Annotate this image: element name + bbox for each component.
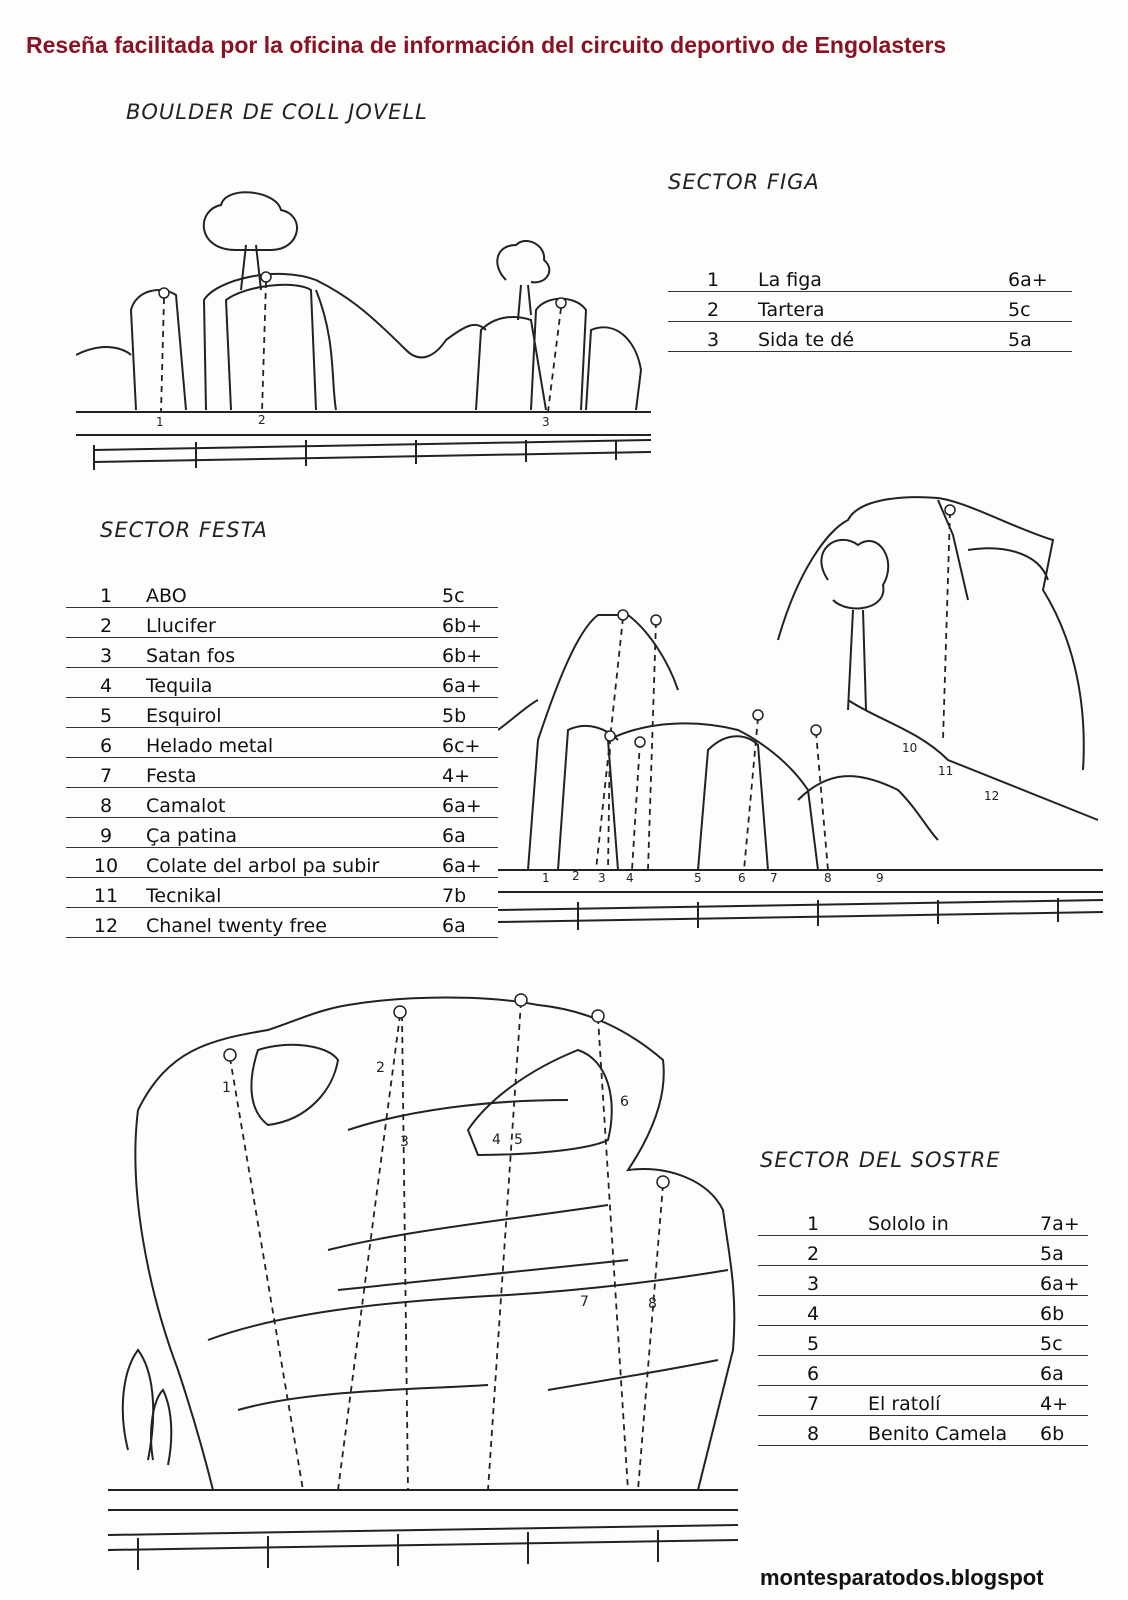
route-number: 2	[668, 292, 758, 322]
route-name: Tartera	[758, 292, 1008, 322]
sector-sostre-drawing	[108, 990, 748, 1590]
route-name: El ratolí	[868, 1386, 1040, 1416]
route-row	[66, 668, 498, 698]
route-grade: 6a	[442, 818, 498, 848]
route-name: Chanel twenty free	[146, 908, 442, 938]
route-row	[66, 908, 498, 938]
sostre-label: 5	[514, 1132, 523, 1148]
route-grade: 6a+	[442, 788, 498, 818]
route-name: Sida te dé	[758, 322, 1008, 352]
route-number: 5	[66, 698, 146, 728]
route-grade: 5c	[1040, 1326, 1088, 1356]
festa-label: 2	[572, 869, 580, 883]
route-number: 10	[66, 848, 146, 878]
route-name: ABO	[146, 578, 442, 608]
route-row	[66, 638, 498, 668]
festa-label: 12	[984, 789, 1000, 803]
route-grade: 6a+	[1008, 262, 1072, 292]
route-grade: 6a+	[442, 668, 498, 698]
route-row	[758, 1356, 1088, 1386]
route-grade: 6b+	[442, 608, 498, 638]
route-number: 9	[66, 818, 146, 848]
route-grade: 5a	[1008, 322, 1072, 352]
route-grade: 6a+	[1040, 1266, 1088, 1296]
route-number: 6	[758, 1356, 868, 1386]
route-name	[868, 1326, 1040, 1356]
sostre-label: 4	[492, 1132, 501, 1148]
route-row	[66, 698, 498, 728]
route-row	[66, 878, 498, 908]
route-grade: 4+	[442, 758, 498, 788]
route-name: Llucifer	[146, 608, 442, 638]
route-name: Helado metal	[146, 728, 442, 758]
route-number: 2	[758, 1236, 868, 1266]
festa-label: 6	[738, 871, 746, 885]
route-number: 4	[66, 668, 146, 698]
route-name: La figa	[758, 262, 1008, 292]
route-name: Colate del arbol pa subir	[146, 848, 442, 878]
route-number: 3	[66, 638, 146, 668]
sostre-label: 1	[222, 1080, 231, 1096]
route-row	[66, 848, 498, 878]
route-number: 7	[66, 758, 146, 788]
sector-sostre-title: SECTOR DEL SOSTRE	[760, 1148, 1001, 1172]
route-row	[758, 1206, 1088, 1236]
route-grade: 6a	[442, 908, 498, 938]
figa-label: 2	[258, 413, 266, 427]
page-header: Reseña facilitada por la oficina de información del circuito deportivo de Engolasters	[26, 32, 947, 58]
route-name: Ça patina	[146, 818, 442, 848]
route-number: 8	[66, 788, 146, 818]
route-number: 1	[758, 1206, 868, 1236]
route-name: Tecnikal	[146, 878, 442, 908]
route-row	[668, 292, 1072, 322]
sector-festa-title: SECTOR FESTA	[100, 518, 268, 542]
festa-label: 9	[876, 871, 884, 885]
route-name	[868, 1296, 1040, 1326]
route-row	[758, 1386, 1088, 1416]
route-name	[868, 1266, 1040, 1296]
boulder-title: BOULDER DE COLL JOVELL	[126, 100, 428, 124]
festa-label: 11	[938, 764, 954, 778]
route-grade: 6a	[1040, 1356, 1088, 1386]
festa-label: 4	[626, 871, 634, 885]
route-row	[758, 1326, 1088, 1356]
route-grade: 4+	[1040, 1386, 1088, 1416]
route-row	[66, 728, 498, 758]
route-row	[66, 788, 498, 818]
route-number: 12	[66, 908, 146, 938]
route-grade: 6a+	[442, 848, 498, 878]
route-number: 3	[758, 1266, 868, 1296]
sector-festa-table	[66, 578, 498, 938]
route-number: 11	[66, 878, 146, 908]
route-grade: 5a	[1040, 1236, 1088, 1266]
figa-label: 1	[156, 415, 164, 429]
route-number: 8	[758, 1416, 868, 1446]
route-row	[66, 818, 498, 848]
route-grade: 6c+	[442, 728, 498, 758]
festa-label: 8	[824, 871, 832, 885]
route-number: 1	[668, 262, 758, 292]
route-number: 3	[668, 322, 758, 352]
route-row	[66, 758, 498, 788]
sostre-label: 7	[580, 1294, 589, 1310]
route-name: Esquirol	[146, 698, 442, 728]
route-grade: 7b	[442, 878, 498, 908]
route-name: Camalot	[146, 788, 442, 818]
route-name: Benito Camela	[868, 1416, 1040, 1446]
sostre-label: 6	[620, 1094, 629, 1110]
route-row	[758, 1266, 1088, 1296]
route-row	[66, 578, 498, 608]
route-number: 6	[66, 728, 146, 758]
sector-figa-table	[668, 262, 1072, 352]
route-row	[668, 322, 1072, 352]
sector-figa-drawing	[76, 190, 656, 500]
festa-label: 10	[902, 741, 918, 755]
sostre-label: 3	[400, 1134, 409, 1150]
route-number: 7	[758, 1386, 868, 1416]
festa-label: 7	[770, 871, 778, 885]
route-number: 2	[66, 608, 146, 638]
festa-label: 1	[542, 871, 550, 885]
sostre-label: 8	[648, 1296, 657, 1312]
route-grade: 5b	[442, 698, 498, 728]
festa-label: 3	[598, 871, 606, 885]
route-row	[758, 1416, 1088, 1446]
route-row	[758, 1236, 1088, 1266]
route-row	[66, 608, 498, 638]
route-name	[868, 1236, 1040, 1266]
route-name	[868, 1356, 1040, 1386]
festa-label: 5	[694, 871, 702, 885]
route-number: 4	[758, 1296, 868, 1326]
route-number: 5	[758, 1326, 868, 1356]
route-row	[668, 262, 1072, 292]
route-grade: 5c	[1008, 292, 1072, 322]
route-row	[758, 1296, 1088, 1326]
route-name: Sololo in	[868, 1206, 1040, 1236]
sector-sostre-table	[758, 1206, 1088, 1446]
sector-festa-drawing	[498, 490, 1106, 950]
route-grade: 7a+	[1040, 1206, 1088, 1236]
route-grade: 6b	[1040, 1416, 1088, 1446]
sostre-label: 2	[376, 1060, 385, 1076]
route-grade: 6b	[1040, 1296, 1088, 1326]
sector-figa-title: SECTOR FIGA	[668, 170, 820, 194]
route-name: Tequila	[146, 668, 442, 698]
route-grade: 6b+	[442, 638, 498, 668]
footer-blog-url: montesparatodos.blogspot	[760, 1565, 1044, 1590]
route-number: 1	[66, 578, 146, 608]
route-grade: 5c	[442, 578, 498, 608]
figa-label: 3	[542, 415, 550, 429]
route-name: Satan fos	[146, 638, 442, 668]
route-name: Festa	[146, 758, 442, 788]
